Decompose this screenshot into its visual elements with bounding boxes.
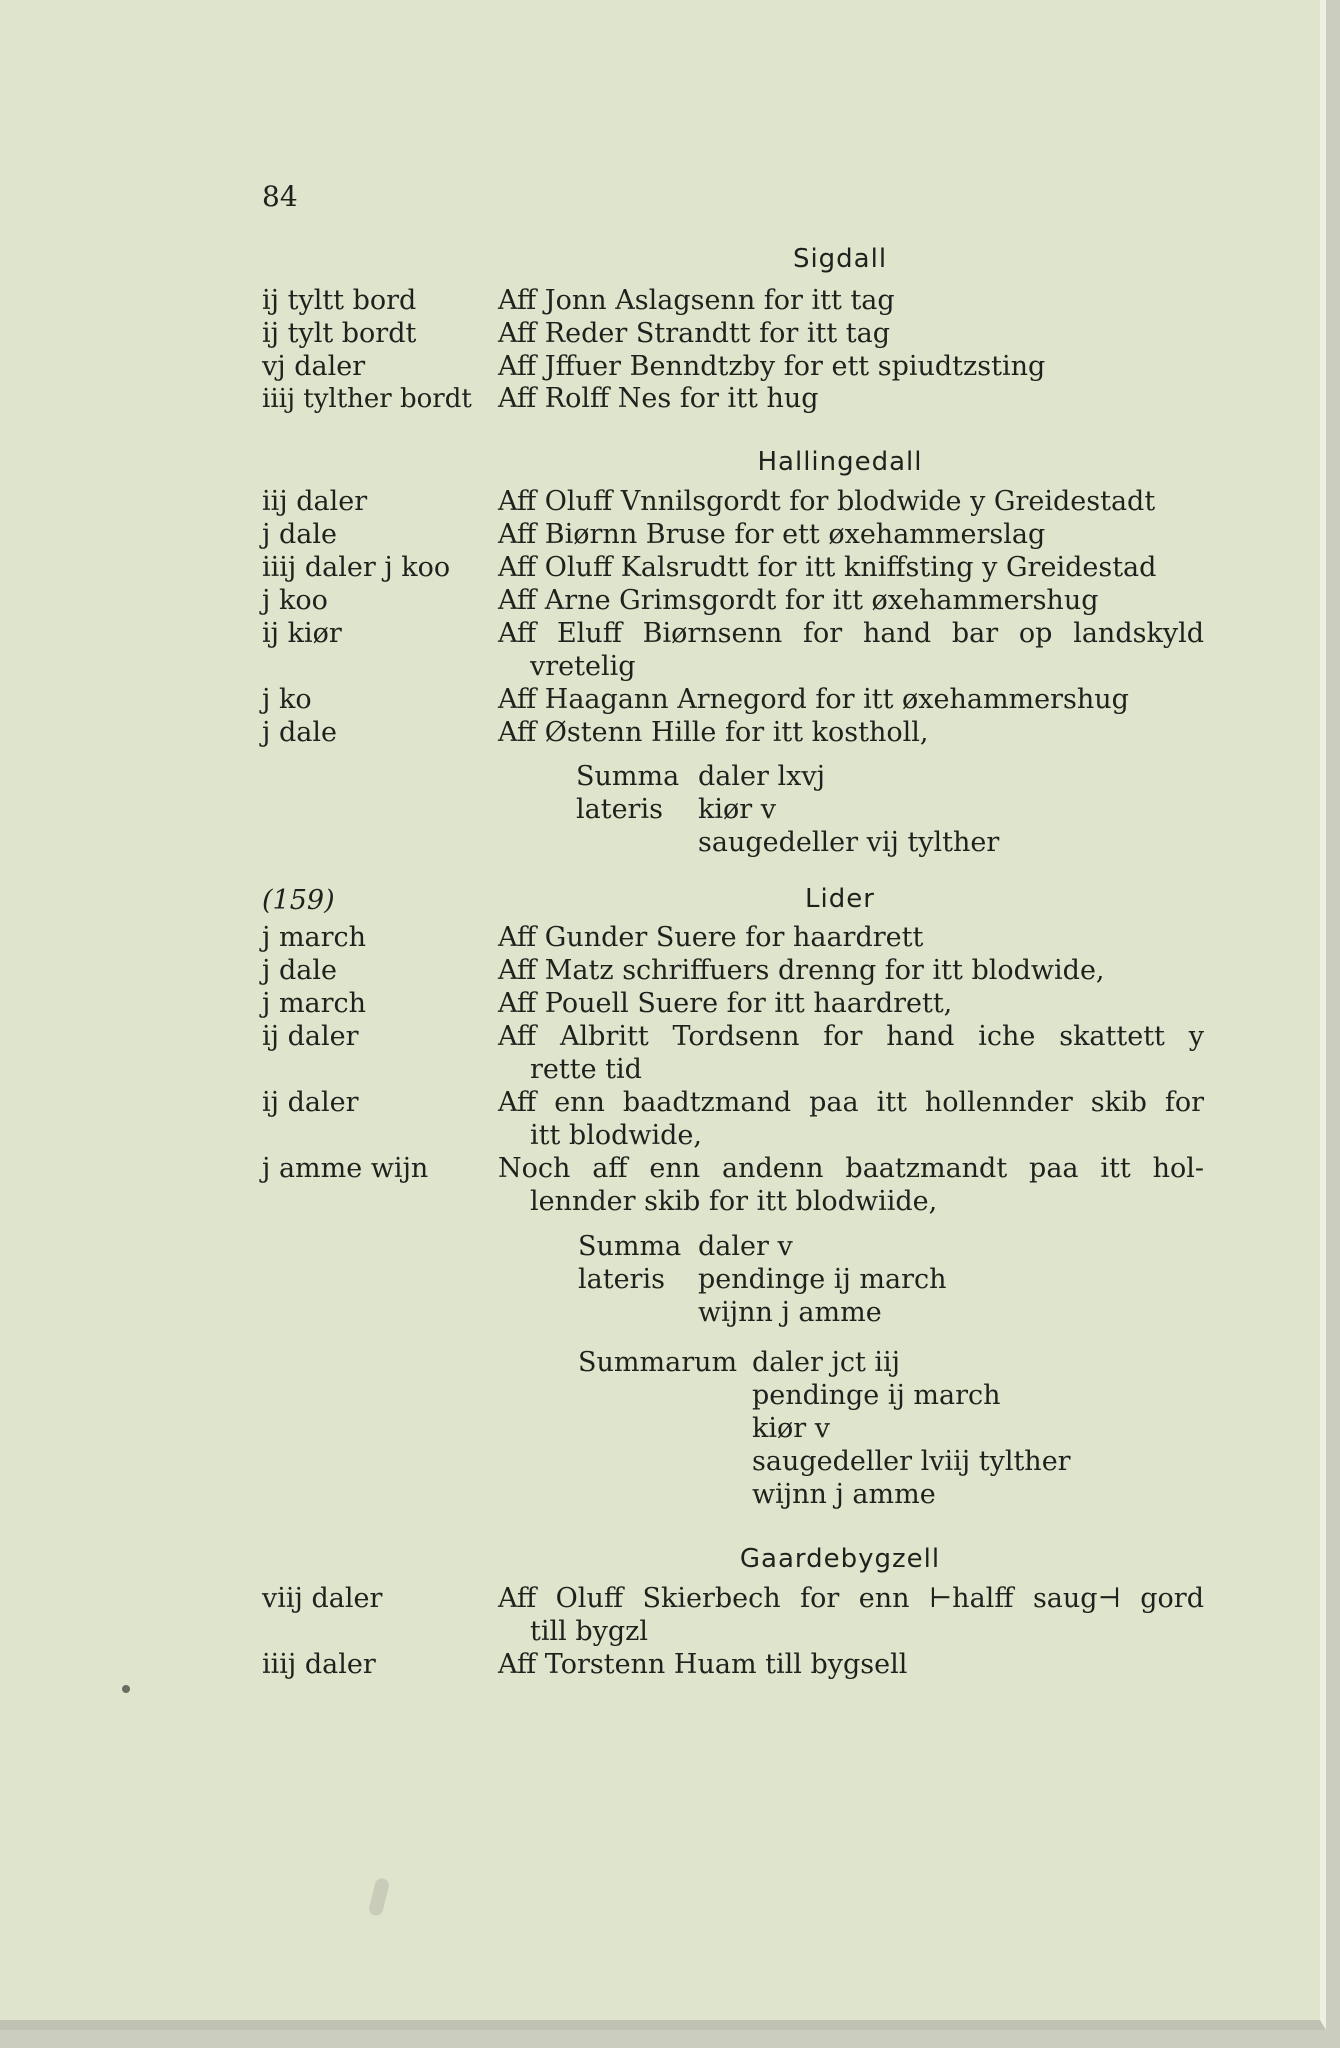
summa-value: pendinge ij march <box>698 1264 947 1295</box>
ink-spot <box>122 1685 130 1693</box>
entry-amount: ij daler <box>262 1021 359 1052</box>
entry-text-continuation: till bygzl <box>530 1616 649 1647</box>
entry-amount: ij tylt bordt <box>262 318 417 349</box>
summarum-value: kiør v <box>752 1413 830 1444</box>
entry-text: Noch aff enn andenn baatzmandt paa itt hol- <box>498 1153 1204 1184</box>
summarum-value: saugedeller lviij tylther <box>752 1446 1071 1477</box>
summa-label: lateris <box>578 1264 665 1295</box>
entry-amount: j dale <box>262 717 337 748</box>
summa-value: daler v <box>698 1231 793 1262</box>
entry-amount: ij tyltt bord <box>262 285 417 316</box>
entry-amount: iiij daler <box>262 1649 376 1680</box>
entry-text: Aff Torstenn Huam till bygsell <box>498 1649 908 1680</box>
entry-text: Aff Eluff Biørnsenn for hand bar op landskyld <box>498 618 1204 649</box>
entry-text-continuation: itt blodwide, <box>530 1120 702 1151</box>
entry-text: Aff Gunder Suere for haardrett <box>498 922 924 953</box>
entry-text: Aff Arne Grimsgordt for itt øxehammershug <box>498 585 1099 616</box>
section-heading-hallingedall: Hallingedall <box>757 447 923 477</box>
entry-text-continuation: rette tid <box>530 1054 642 1085</box>
entry-text: Aff Oluff Skierbech for enn ⊢halff saug⊣ gord <box>498 1583 1204 1614</box>
entry-text: Aff Oluff Kalsrudtt for itt kniffsting y Greidestad <box>498 552 1157 583</box>
page-number: 84 <box>262 180 298 213</box>
entry-text: Aff enn baadtzmand paa itt hollennder skib for <box>498 1087 1204 1118</box>
entry-amount: ij kiør <box>262 618 342 649</box>
section-heading-gaardebygzell: Gaardebygzell <box>739 1544 941 1574</box>
entry-text: Aff Biørnn Bruse for ett øxehammerslag <box>498 519 1046 550</box>
entry-amount: j dale <box>262 955 337 986</box>
entry-amount: ij daler <box>262 1087 359 1118</box>
summa-value: daler lxvj <box>698 761 825 792</box>
summa-value: kiør v <box>698 794 776 825</box>
paper-smudge <box>368 1877 391 1917</box>
entry-amount: iiij daler j koo <box>262 552 451 583</box>
margin-note: (159) <box>262 885 335 916</box>
summarum-label: Summarum <box>578 1347 738 1378</box>
entry-text: Aff Oluff Vnnilsgordt for blodwide y Greidestadt <box>498 486 1156 517</box>
entry-text: Aff Jffuer Benndtzby for ett spiudtzsting <box>498 351 1046 382</box>
entry-text-continuation: lennder skib for itt blodwiide, <box>530 1186 938 1217</box>
entry-amount: viij daler <box>262 1583 383 1614</box>
summa-value: wijnn j amme <box>698 1297 882 1328</box>
entry-text: Aff Jonn Aslagsenn for itt tag <box>498 285 895 316</box>
section-heading-sigdall: Sigdall <box>792 244 888 274</box>
entry-amount: iiij tylther bordt <box>262 384 472 414</box>
entry-amount: j koo <box>262 585 328 616</box>
entry-amount: j amme wijn <box>262 1153 429 1184</box>
summarum-value: wijnn j amme <box>752 1479 936 1510</box>
summarum-value: daler jct iij <box>752 1347 901 1378</box>
summa-value: saugedeller vij tylther <box>698 827 1000 858</box>
entry-amount: j march <box>262 988 367 1019</box>
summa-label: lateris <box>576 794 663 825</box>
entry-text: Aff Matz schriffuers drenng for itt blodwide, <box>498 955 1105 986</box>
summa-label: Summa <box>578 1231 682 1262</box>
entry-text: Aff Pouell Suere for itt haardrett, <box>498 988 953 1019</box>
entry-amount: j march <box>262 922 367 953</box>
summa-label: Summa <box>576 761 680 792</box>
entry-text-continuation: vretelig <box>530 651 636 682</box>
entry-text: Aff Rolff Nes for itt hug <box>498 383 819 414</box>
section-heading-lider: Lider <box>805 884 875 914</box>
summarum-value: pendinge ij march <box>752 1380 1001 1411</box>
entry-amount: j ko <box>262 684 312 715</box>
entry-text: Aff Reder Strandtt for itt tag <box>498 318 891 349</box>
entry-amount: vj daler <box>262 351 366 382</box>
entry-text: Aff Albritt Tordsenn for hand iche skattett y <box>498 1021 1204 1052</box>
entry-text: Aff Haagann Arnegord for itt øxehammershug <box>498 684 1129 715</box>
entry-text: Aff Østenn Hille for itt kostholl, <box>498 717 929 748</box>
entry-amount: iij daler <box>262 486 368 517</box>
entry-amount: j dale <box>262 519 337 550</box>
